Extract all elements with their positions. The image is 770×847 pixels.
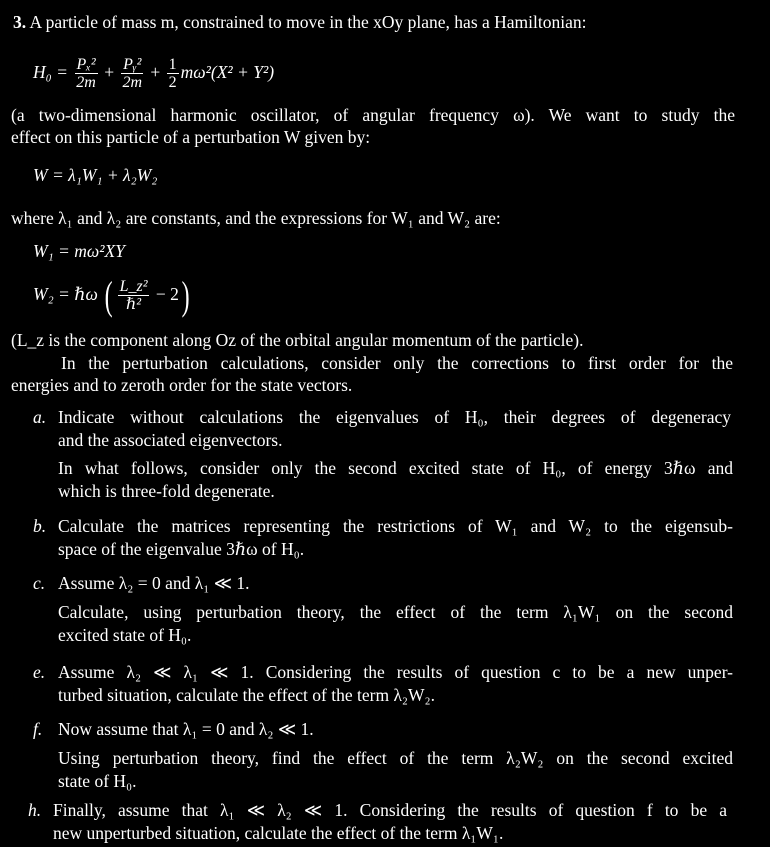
question-c-line: Assume λ₂ = 0 and λ₁ ≪ 1. <box>58 573 250 593</box>
question-f-label: f. <box>33 719 43 739</box>
question-a-line: which is three-fold degenerate. <box>58 481 275 501</box>
h0-lhs: H₀ = <box>33 62 68 82</box>
question-c-label: c. <box>33 573 46 593</box>
question-b-line: Calculate the matrices representing the restrictions of W₁ and W₂ to the eigensub- <box>58 516 733 536</box>
question-a-line: Indicate without calculations the eigenvalues of H₀, their degrees of degeneracy <box>58 407 731 427</box>
question-f-line: state of H₀. <box>58 771 137 791</box>
w2-equation: W₂ = ℏω ( $\frac{\text{L\_z²}}{\text{ℏ²}}$ − 2) <box>33 272 190 318</box>
question-h-line: Finally, assume that λ₁ ≪ λ₂ ≪ 1. Considering the results of question f to be a <box>53 800 727 820</box>
question-f-line: Now assume that λ₁ = 0 and λ₂ ≪ 1. <box>58 719 314 739</box>
question-c-line: Calculate, using perturbation theory, the effect of the term λ₁W₁ on the second <box>58 602 733 622</box>
perturbation-equation: W = λ₁W₁ + λ₂W₂ <box>33 165 158 185</box>
description-line-1: (a two-dimensional harmonic oscillator, of angular frequency ω). We want to study the <box>11 105 735 125</box>
fraction-py: $\frac{\text{Pᵧ²}}{2m}$ <box>122 56 143 92</box>
fraction-lz: $\frac{\text{L\_z²}}{\text{ℏ²}}$ <box>119 278 148 314</box>
question-b-label: b. <box>33 516 47 536</box>
question-f-line: Using perturbation theory, find the effect of the term λ₂W₂ on the second excited <box>58 748 733 768</box>
question-h-line: new unperturbed situation, calculate the effect of the term λ₁W₁. <box>53 823 504 843</box>
lz-note: (L_z is the component along Oz of the orbital angular momentum of the particle). <box>11 330 584 350</box>
perturbation-note-2: energies and to zeroth order for the state vectors. <box>11 375 353 395</box>
question-b-line: space of the eigenvalue 3ℏω of H₀. <box>58 539 305 559</box>
description-line-2: effect on this particle of a perturbation W given by: <box>11 127 371 147</box>
question-a-line: In what follows, consider only the second excited state of H₀, of energy 3ℏω and <box>58 458 733 478</box>
fraction-half: $\frac{1}{2}$ <box>168 56 177 92</box>
w1-equation: W₁ = mω²XY <box>33 241 125 261</box>
perturbation-note-1: In the perturbation calculations, consider only the corrections to first order for the <box>61 353 733 373</box>
question-a-label: a. <box>33 407 47 427</box>
question-e-label: e. <box>33 662 46 682</box>
question-h-label: h. <box>28 800 42 820</box>
question-c-line: excited state of H₀. <box>58 625 192 645</box>
intro-text: A particle of mass m, constrained to move in the xOy plane, has a Hamiltonian: <box>29 12 587 32</box>
fraction-px: $\frac{\text{Pₓ²}}{2m}$ <box>76 56 96 92</box>
question-e-line: turbed situation, calculate the effect of the term λ₂W₂. <box>58 685 436 705</box>
hamiltonian-equation: H₀ = $\frac{\text{Pₓ²}}{2m}$ + $\frac{\text{Pᵧ²}}{2m}$ + $\frac{1}{2}$ mω²(X² + Y²) <box>33 56 275 92</box>
problem-number: 3. <box>13 12 27 32</box>
question-a-line: and the associated eigenvectors. <box>58 430 283 450</box>
problem-intro <box>13 12 587 32</box>
question-e-line: Assume λ₂ ≪ λ₁ ≪ 1. Considering the results of question c to be a new unper- <box>58 662 733 682</box>
where-text: where λ₁ and λ₂ are constants, and the expressions for W₁ and W₂ are: <box>11 208 501 228</box>
